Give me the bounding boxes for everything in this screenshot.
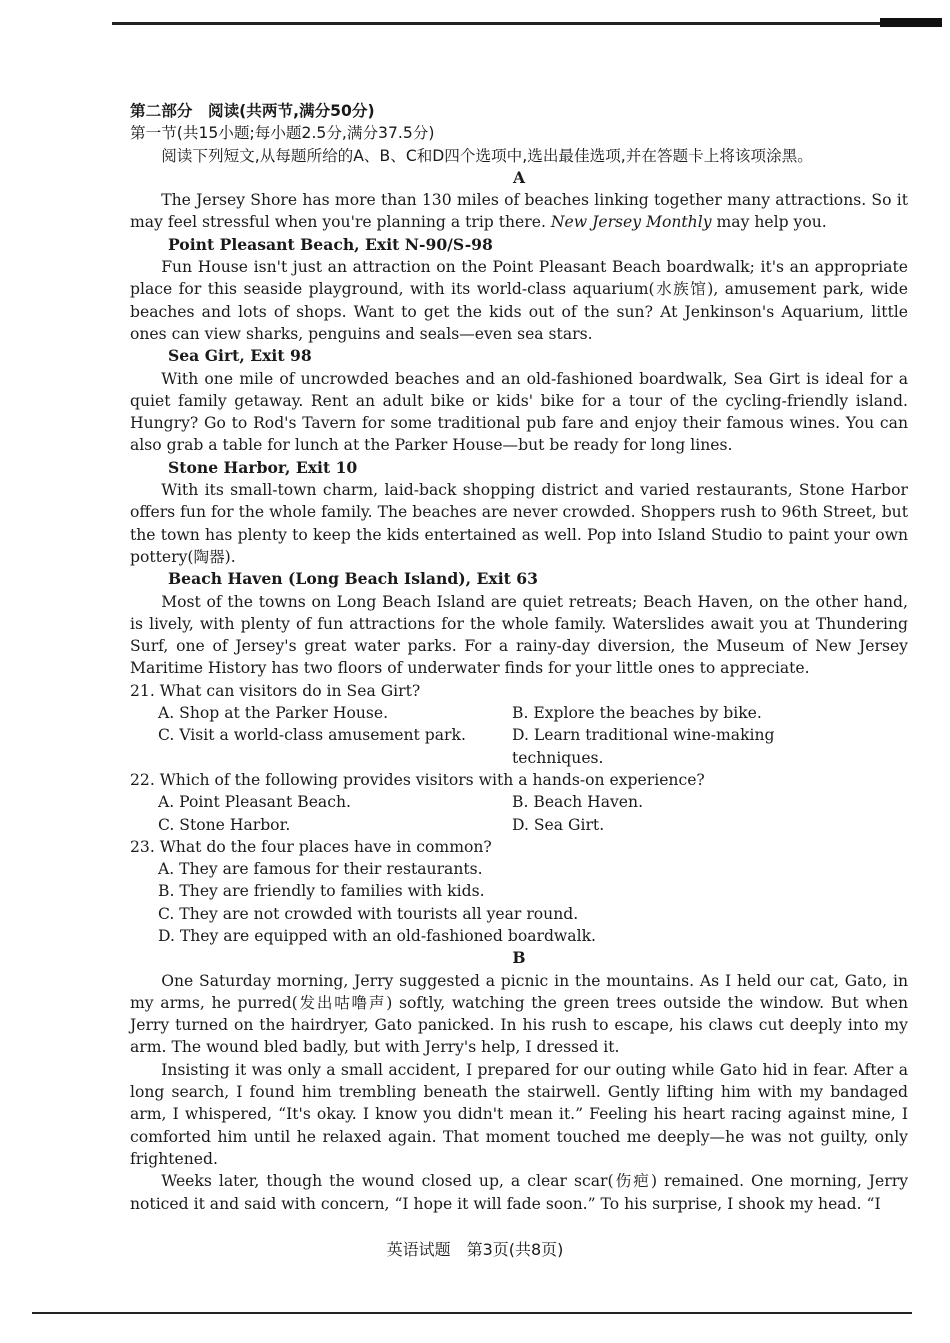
magazine-name: New Jersey Monthly — [550, 213, 712, 232]
option: D. Sea Girt. — [512, 815, 605, 834]
passage-b-paragraph: Insisting it was only a small accident, I prepared for our outing while Gato hid in fear. After a long search, I found him trembling beneath the stairwell. Gently lifting him with my bandaged arm, I whispered, “It's okay. I know you didn't mean it.” Feeling his heart racing against mine, I comforted him until he relaxed again. That moment touched me deeply—he was not guilty, only frightened. — [130, 1060, 908, 1168]
passage-a-label: A — [512, 167, 526, 187]
question-21: 21. What can visitors do in Sea Girt? — [130, 681, 421, 700]
place-text: Most of the towns on Long Beach Island are quiet retreats; Beach Haven, on the other hand, is lively, with plenty of fun attractions for the whole family. Waterslides await you at Thundering Surf, one of Jersey's great water parks. For a rainy-day diversion, the Museum of New Jersey Maritime History has two floors of underwater finds for your little ones to appreciate. — [130, 592, 908, 678]
options-21 — [130, 702, 908, 769]
passage-b-paragraph: Weeks later, though the wound closed up, a clear scar(伤疤) remained. One morning, Jerry noticed it and said with concern, “I hope it will fade soon.” To his surprise, I shook my head. “I — [130, 1172, 908, 1213]
top-rule — [112, 22, 942, 25]
options-23 — [130, 858, 908, 947]
option: B. They are friendly to families with kids. — [158, 882, 485, 901]
place-text: Fun House isn't just an attraction on the Point Pleasant Beach boardwalk; it's an appropriate place for this seaside playground, with its world-class aquarium(水族馆), amusement park, wide beaches and lots of shops. Want to get the kids out of the sun? At Jenkinson's Aquarium, little ones can view sharks, penguins and seals—even sea stars. — [130, 258, 908, 343]
place-text: With one mile of uncrowded beaches and an old-fashioned boardwalk, Sea Girt is ideal for a quiet family getaway. Rent an adult bike or kids' bike for a tour of the cycling-friendly island. Hungry? Go to Rod's Tavern for some traditional pub fare and enjoy their famous wines. You can also grab a table for lunch at the Parker House—but be ready for long lines. — [130, 369, 908, 455]
place-title: Beach Haven (Long Beach Island), Exit 63 — [168, 569, 538, 589]
options-22 — [130, 791, 908, 836]
option: A. They are famous for their restaurants. — [158, 860, 483, 879]
place-title: Sea Girt, Exit 98 — [168, 346, 312, 366]
passage-b-paragraph: One Saturday morning, Jerry suggested a picnic in the mountains. As I held our cat, Gato, in my arms, he purred(发出咕噜声) softly, watching the green trees outside the window. But when Jerry turned on the hairdryer, Gato panicked. In his rush to escape, his claws cut deeply into my arm. The wound bled badly, but with Jerry's help, I dressed it. — [130, 971, 908, 1057]
option: C. Stone Harbor. — [158, 815, 291, 834]
part-heading: 第二部分 阅读(共两节,满分50分) — [130, 102, 375, 120]
question-23: 23. What do the four places have in common? — [130, 837, 492, 856]
option: B. Beach Haven. — [512, 793, 644, 812]
subpart-heading: 第一节(共15小题;每小题2.5分,满分37.5分) — [130, 124, 435, 143]
option: A. Shop at the Parker House. — [158, 704, 389, 723]
question-22: 22. Which of the following provides visitors with a hands-on experience? — [130, 770, 705, 789]
passage-b-label: B — [512, 948, 526, 968]
exam-page — [130, 100, 908, 1215]
option: D. They are equipped with an old-fashioned boardwalk. — [158, 926, 596, 945]
place-title: Stone Harbor, Exit 10 — [168, 457, 358, 477]
place-title: Point Pleasant Beach, Exit N-90/S-98 — [168, 234, 493, 254]
place-text: With its small-town charm, laid-back shopping district and varied restaurants, Stone Harbor offers fun for the whole family. The beaches are never crowded. Shoppers rush to 96th Street, but the town has plenty to keep the kids entertained as well. Pop into Island Studio to paint your own pottery(陶器). — [130, 481, 908, 566]
option: A. Point Pleasant Beach. — [158, 793, 351, 812]
passage-a-intro — [130, 189, 908, 234]
intro-text: The Jersey Shore has more than 130 miles of beaches linking together many attractions. So it may feel stressful when you're planning a trip there. — [130, 191, 908, 232]
option: C. They are not crowded with tourists all year round. — [158, 904, 579, 923]
option: D. Learn traditional wine-making techniques. — [512, 726, 775, 767]
top-rule-mark — [880, 18, 942, 27]
option: C. Visit a world-class amusement park. — [158, 726, 466, 745]
bottom-rule — [32, 1312, 912, 1314]
instructions: 阅读下列短文,从每题所给的A、B、C和D四个选项中,选出最佳选项,并在答题卡上将该项涂黑。 — [161, 146, 813, 165]
page-footer: 英语试题 第3页(共8页) — [386, 1240, 564, 1259]
intro-end: may help you. — [711, 213, 827, 232]
option: B. Explore the beaches by bike. — [512, 704, 762, 723]
